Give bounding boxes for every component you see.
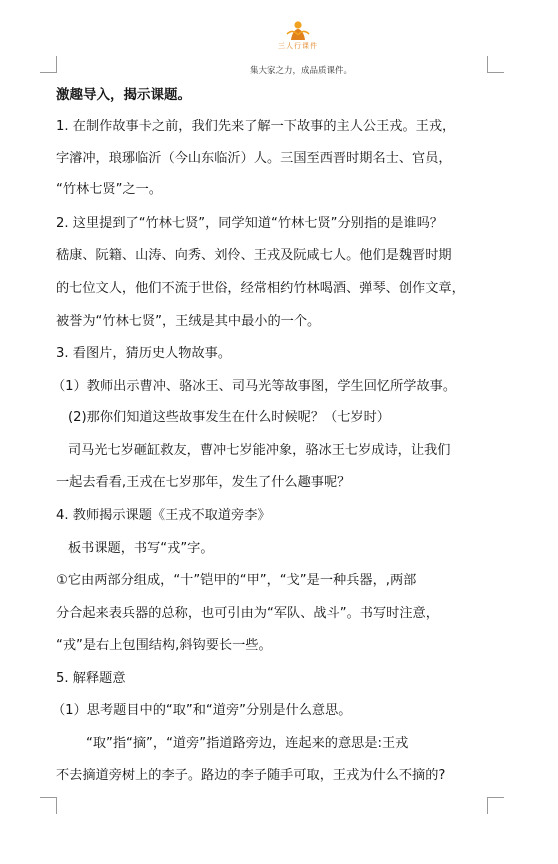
paragraph-line: 分合起来表兵器的总称，也可引由为“军队、战斗”。书写时注意， [56,606,439,621]
header-logo [270,20,326,60]
paragraph-line: 5. 解释题意 [56,671,126,686]
corner-crop-mark [40,56,57,73]
paragraph-line: 2. 这里提到了“竹林七贤”，同学知道“竹林七贤”分别指的是谁吗？ [56,216,443,231]
paragraph-line: 司马光七岁砸缸救友，曹冲七岁能冲象，骆冰王七岁成诗，让我们 [68,443,451,458]
paragraph-line: (2)那你们知道这些故事发生在什么时候呢？（七岁时） [68,410,390,425]
paragraph-line: “竹林七贤”之一。 [56,182,162,197]
paragraph-line: 板书课题，书写“戎”字。 [68,541,214,556]
paragraph-line: （1）教师出示曹冲、骆冰王、司马光等故事图，学生回忆所学故事。 [52,379,457,394]
paragraph-line: “戎”是右上包围结构,斜钩要长一些。 [56,638,272,653]
paragraph-line: 不去摘道旁树上的李子。路边的李子随手可取，王戎为什么不摘的? [56,768,446,783]
paragraph-line: 字濬冲，琅琊临沂（今山东临沂）人。三国至西晋时期名士、官员， [56,151,452,166]
paragraph-line: 1. 在制作故事卡之前，我们先来了解一下故事的主人公王戎。王戎， [56,119,456,134]
corner-crop-mark [487,797,504,814]
section-heading: 激趣导入，揭示课题。 [56,87,191,103]
paragraph-line: 4. 教师揭示课题《王戎不取道旁李》 [56,508,271,523]
paragraph-line: 一起去看看,王戎在七岁那年，发生了什么趣事呢？ [56,475,351,490]
paragraph-line: “取”指“摘”，“道旁”指道路旁边，连起来的意思是:王戎 [86,736,409,751]
logo-figure-icon [286,20,310,42]
corner-crop-mark [487,56,504,73]
header-tagline: 集大家之力，成品质课件。 [250,66,353,76]
paragraph-line: ①它由两部分组成，“十”铠甲的“甲”，“戈”是一种兵器，,两部 [56,573,417,588]
logo-text: 三人行课件 [278,42,318,50]
paragraph-line: （1）思考题目中的“取”和“道旁”分别是什么意思。 [52,703,352,718]
corner-crop-mark [40,797,57,814]
paragraph-line: 3. 看图片，猜历史人物故事。 [56,346,232,361]
paragraph-line: 的七位文人，他们不流于世俗，经常相约竹林喝酒、弹琴、创作文章， [56,281,465,296]
paragraph-line: 嵇康、阮籍、山涛、向秀、刘伶、王戎及阮咸七人。他们是魏晋时期 [56,248,452,263]
paragraph-line: 被誉为“竹林七贤”，王绒是其中最小的一个。 [56,314,321,329]
